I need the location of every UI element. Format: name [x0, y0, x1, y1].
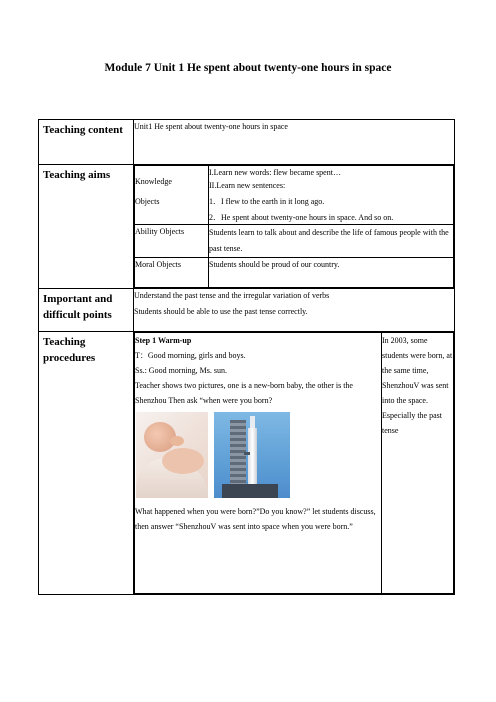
important-points-text: [134, 289, 455, 332]
procedures-note: In 2003, some students were born, at the same time, ShenzhouV was sent into the space. Especially the past tense: [382, 333, 454, 594]
procedure-followup: What happened when you were born?”Do you know?” let students discuss, then answer “ShenzhouV was sent into space when you were born.”: [135, 507, 376, 531]
knowledge-objects-text: [209, 166, 454, 225]
procedure-line: Ss.: Good morning, Ms. sun.: [135, 366, 228, 375]
moral-objects-label: Moral Objects: [135, 258, 209, 288]
important-label-line1: Important and: [43, 293, 113, 305]
procedure-line: T：Good morning, girls and boys.: [135, 351, 246, 360]
teaching-procedures-cell: [134, 332, 455, 595]
ability-objects-text: Students learn to talk about and describe the life of famous people with the past tense.: [209, 225, 454, 258]
knowledge-line: II.Learn new sentences:: [209, 181, 286, 190]
ability-objects-label: Ability Objects: [135, 225, 209, 258]
important-line: Understand the past tense and the irregular variation of verbs: [134, 291, 330, 300]
knowledge-line: I.Learn new words: flew became spent…: [209, 168, 341, 177]
row-teaching-aims: [39, 165, 455, 289]
warmup-pictures: [136, 412, 381, 498]
knowledge-label-line1: Knowledge: [135, 177, 172, 186]
knowledge-label-line2: Objects: [135, 197, 160, 206]
teaching-content-value: Unit1 He spent about twenty-one hours in space: [134, 120, 455, 165]
step-heading: Step 1 Warm-up: [135, 336, 192, 345]
aims-subtable: [134, 165, 454, 288]
aims-knowledge-row: [135, 166, 454, 225]
newborn-baby-photo: [136, 412, 208, 498]
teaching-aims-cell: [134, 165, 455, 289]
procedures-main-text: [135, 333, 382, 594]
aims-ability-row: [135, 225, 454, 258]
moral-objects-text: Students should be proud of our country.: [209, 258, 454, 288]
procedure-line: Teacher shows two pictures, one is a new-born baby, the other is the Shenzhou Then ask “when were you born?: [135, 381, 353, 405]
important-label-line2: difficult points: [43, 309, 112, 321]
important-line: Students should be able to use the past tense correctly.: [134, 307, 308, 316]
row-teaching-content: [39, 120, 455, 165]
lesson-plan-table: [38, 119, 455, 595]
procedures-subtable: [134, 332, 454, 594]
shenzhou-rocket-photo: [214, 412, 290, 498]
row-important-points: [39, 289, 455, 332]
teaching-aims-label: Teaching aims: [39, 165, 134, 289]
knowledge-objects-label: [135, 166, 209, 225]
aims-moral-row: [135, 258, 454, 288]
teaching-content-label: Teaching content: [39, 120, 134, 165]
knowledge-line: 2．He spent about twenty-one hours in space. And so on.: [209, 213, 394, 222]
row-teaching-procedures: [39, 332, 455, 595]
knowledge-line: 1．I flew to the earth in it long ago.: [209, 197, 325, 206]
procedures-label-line1: Teaching: [43, 336, 86, 348]
important-points-label: [39, 289, 134, 332]
page-title: Module 7 Unit 1 He spent about twenty-one hours in space: [104, 62, 392, 74]
procedures-label-line2: procedures: [43, 352, 96, 364]
teaching-procedures-label: [39, 332, 134, 595]
